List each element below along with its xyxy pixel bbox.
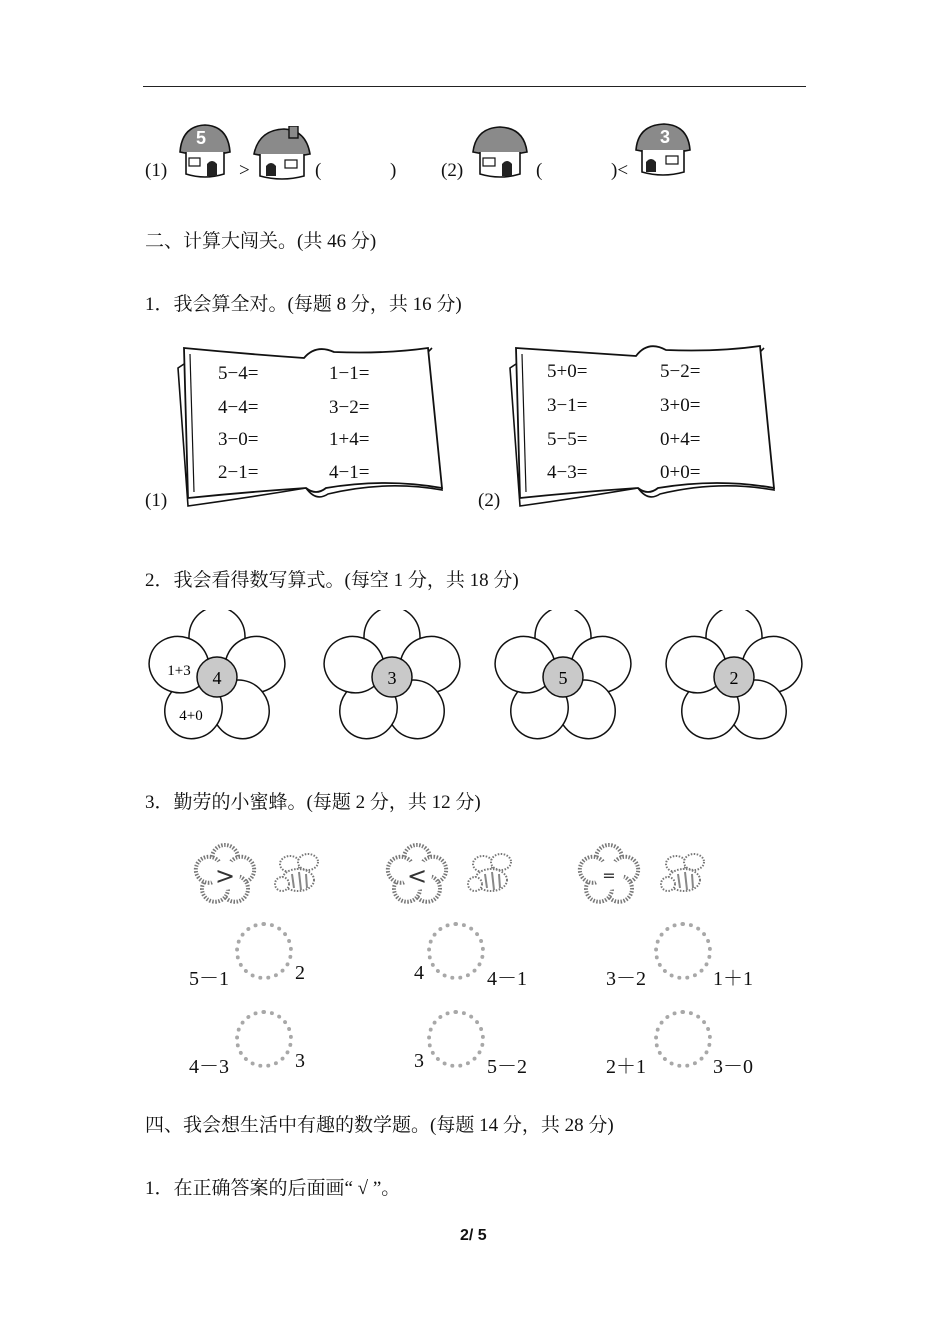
mushroom-house-icon — [176, 122, 234, 182]
q1-title: 1．我会算全对。(每题 8 分，共 16 分) — [145, 294, 462, 315]
book2-eq: 5−5= — [547, 429, 588, 450]
compare-left: 3 — [414, 1050, 424, 1072]
p1-paren-open: ( — [315, 160, 322, 181]
book1-eq: 3−2= — [329, 397, 370, 418]
book2-eq: 3+0= — [660, 395, 701, 416]
p2-paren-close: )< — [611, 160, 629, 181]
book2-eq: 0+0= — [660, 462, 701, 483]
open-book-icon — [176, 342, 446, 508]
flower-center: 5 — [558, 668, 568, 688]
book1-eq: 4−4= — [218, 397, 259, 418]
compare-right: 4－1 — [487, 968, 527, 990]
book2-eq: 5−2= — [660, 361, 701, 382]
bee-icon — [465, 848, 517, 905]
section4-title: 四、我会想生活中有趣的数学题。(每题 14 分，共 28 分) — [145, 1115, 614, 1136]
compare-left: 5－1 — [189, 968, 229, 990]
sign-flower-icon — [574, 842, 644, 913]
mushroom-house-icon-2 — [632, 122, 694, 180]
answer-ring[interactable] — [427, 922, 485, 980]
book2-eq: 0+4= — [660, 429, 701, 450]
page-number: 2/ 5 — [460, 1227, 487, 1244]
compare-right: 3 — [295, 1050, 305, 1072]
book1-eq: 2−1= — [218, 462, 259, 483]
flower-icon — [664, 610, 804, 749]
book1-eq: 5−4= — [218, 363, 259, 384]
book2-eq: 3−1= — [547, 395, 588, 416]
compare-left: 3－2 — [606, 968, 646, 990]
book1-eq: 1−1= — [329, 363, 370, 384]
mushroom-house-blank-icon-2 — [470, 124, 530, 182]
book1-eq: 4−1= — [329, 462, 370, 483]
section4-q1-title: 1．在正确答案的后面画“ √ ”。 — [145, 1178, 401, 1199]
flower-icon — [493, 610, 633, 749]
p1-sign: > — [239, 160, 250, 181]
p2-paren-open: ( — [536, 160, 543, 181]
compare-right: 3－0 — [713, 1056, 753, 1078]
answer-ring[interactable] — [654, 1010, 712, 1068]
sign-symbol: = — [602, 866, 616, 885]
book1-eq: 3−0= — [218, 429, 259, 450]
compare-left: 2＋1 — [606, 1056, 646, 1078]
header-rule — [143, 86, 806, 87]
flower-petal-expr: 1+3 — [167, 663, 191, 679]
q2-title: 2．我会看得数写算式。(每空 1 分，共 18 分) — [145, 570, 519, 591]
book2-eq: 5+0= — [547, 361, 588, 382]
compare-right: 1＋1 — [713, 968, 753, 990]
book1-label: (1) — [145, 490, 168, 511]
sign-symbol: < — [406, 862, 428, 890]
answer-ring[interactable] — [427, 1010, 485, 1068]
book1-eq: 1+4= — [329, 429, 370, 450]
house-number: 5 — [195, 128, 207, 148]
flower-center: 3 — [387, 668, 397, 688]
compare-left: 4 — [414, 962, 424, 984]
answer-ring[interactable] — [235, 1010, 293, 1068]
p2-label: (2) — [441, 160, 464, 181]
flower-icon — [147, 610, 287, 749]
answer-ring[interactable] — [654, 922, 712, 980]
house-number-2: 3 — [659, 127, 671, 147]
compare-left: 4－3 — [189, 1056, 229, 1078]
book2-eq: 4−3= — [547, 462, 588, 483]
p1-label: (1) — [145, 160, 168, 181]
compare-right: 2 — [295, 962, 305, 984]
answer-ring[interactable] — [235, 922, 293, 980]
sign-flower-icon — [190, 842, 260, 913]
bee-icon — [658, 848, 710, 905]
book2-label: (2) — [478, 490, 501, 511]
bee-icon — [272, 848, 324, 905]
section2-title: 二、计算大闯关。(共 46 分) — [145, 231, 377, 252]
sign-flower-icon — [382, 842, 452, 913]
compare-right: 5－2 — [487, 1056, 527, 1078]
flower-center: 2 — [729, 668, 739, 688]
flower-petal-expr: 4+0 — [179, 708, 203, 724]
p1-paren-close: ) — [390, 160, 397, 181]
flower-icon — [322, 610, 462, 749]
mushroom-house-blank-icon — [251, 126, 313, 182]
q3-title: 3．勤劳的小蜜蜂。(每题 2 分，共 12 分) — [145, 792, 481, 813]
flower-center: 4 — [212, 668, 222, 688]
sign-symbol: > — [214, 862, 236, 890]
